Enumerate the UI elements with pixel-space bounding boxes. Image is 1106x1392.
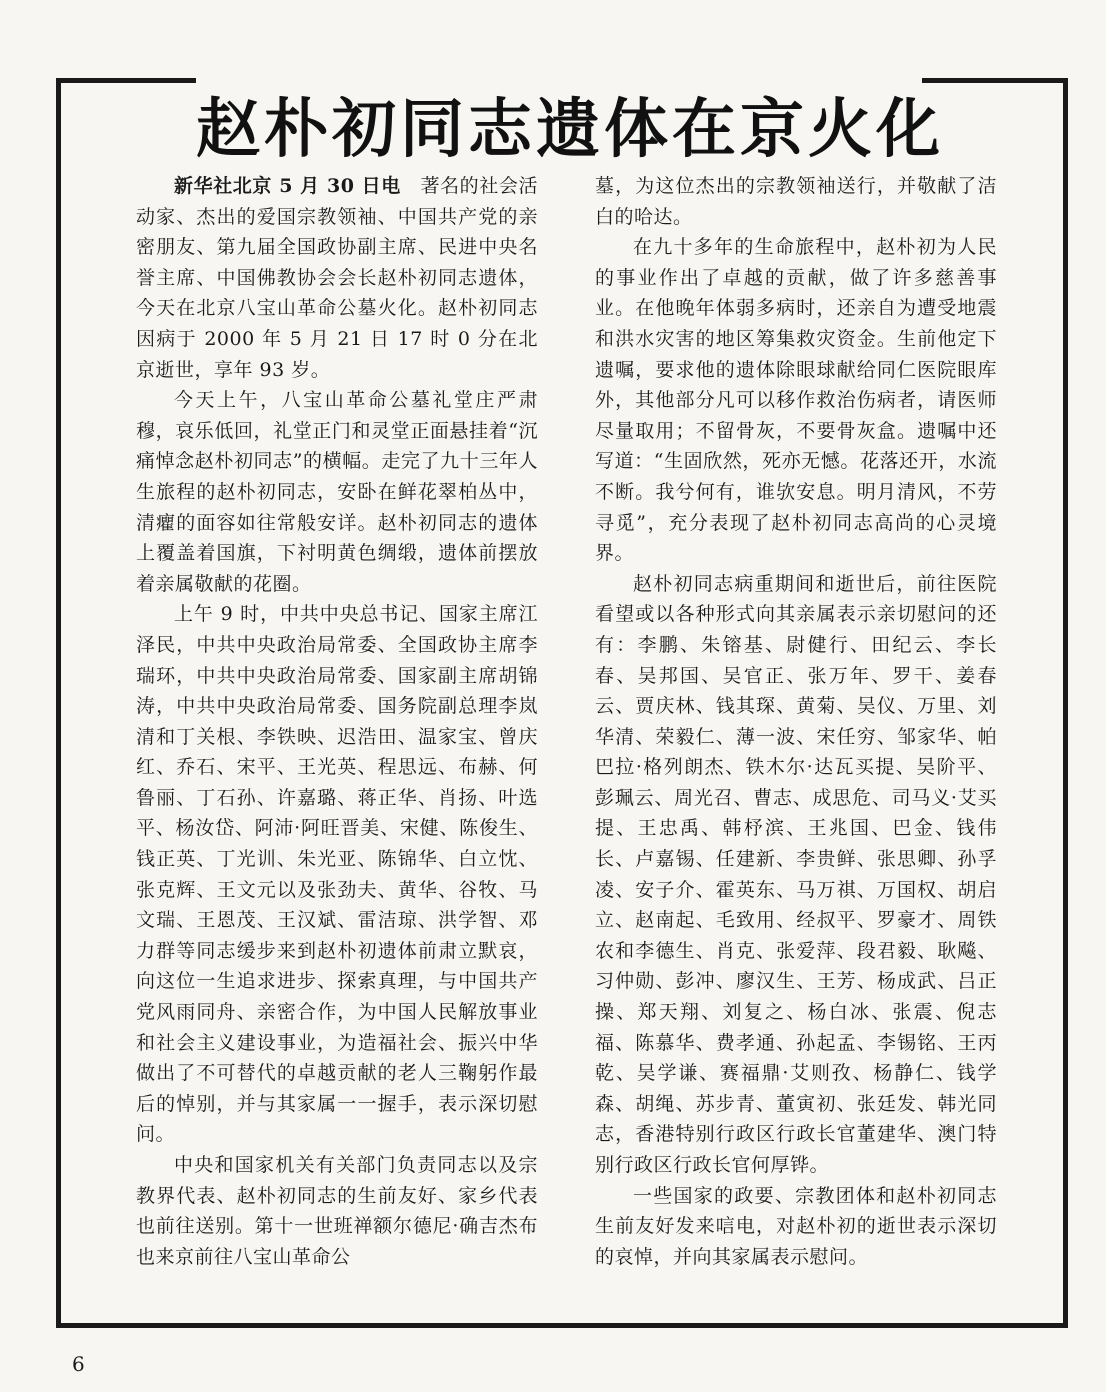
paragraph: 今天上午，八宝山革命公墓礼堂庄严肃穆，哀乐低回，礼堂正门和灵堂正面悬挂着“沉痛悼念赵朴初同志”的横幅。走完了九十三年人生旅程的赵朴初同志，安卧在鲜花翠柏丛中，清癯的面容如往常般安详。赵朴初同志的遗体上覆盖着国旗，下衬明黄色绸缎，遗体前摆放着亲属敬献的花圈。 (136, 389, 538, 595)
paragraph: 上午 9 时，中共中央总书记、国家主席江泽民，中共中央政治局常委、全国政协主席李瑞环，中共中央政治局常委、国家副主席胡锦涛，中共中央政治局常委、国务院副总理李岚清和丁关根、李铁映、迟浩田、温家宝、曾庆红、乔石、宋平、王光英、程思远、布赫、何鲁丽、丁石孙、许嘉璐、蒋正华、肖扬、叶选平、杨汝岱、阿沛·阿旺晋美、宋健、陈俊生、钱正英、丁光训、朱光亚、陈锦华、白立忱、张克辉、王文元以及张劲夫、黄华、谷牧、马文瑞、王恩茂、王汉斌、雷洁琼、洪学智、邓力群等同志缓步来到赵朴初遗体前肃立默哀，向这位一生追求进步、探索真理，与中国共产党风雨同舟、亲密合作，为中国人民解放事业和社会主义建设事业，为造福社会、振兴中华做出了不可替代的卓越贡献的老人三鞠躬作最后的悼别，并与其家属一一握手，表示深切慰问。 (136, 603, 538, 1146)
right-column (595, 171, 997, 1272)
paragraph: 中央和国家机关有关部门负责同志以及宗教界代表、赵朴初同志的生前友好、家乡代表也前往送别。第十一世班禅额尔德尼·确吉杰布也来京前往八宝山革命公 (136, 1154, 538, 1268)
paragraph: 赵朴初同志病重期间和逝世后，前往医院看望或以各种形式向其亲属表示亲切慰问的还有：李鹏、朱镕基、尉健行、田纪云、李长春、吴邦国、吴官正、张万年、罗干、姜春云、贾庆林、钱其琛、黄菊、吴仪、万里、刘华清、荣毅仁、薄一波、宋任穷、邹家华、帕巴拉·格列朗杰、铁木尔·达瓦买提、吴阶平、彭珮云、周光召、曹志、成思危、司马义·艾买提、王忠禹、韩杼滨、王兆国、巴金、钱伟长、卢嘉锡、任建新、李贵鲜、张思卿、孙孚凌、安子介、霍英东、马万祺、万国权、胡启立、赵南起、毛致用、经叔平、罗豪才、周铁农和李德生、肖克、张爱萍、段君毅、耿飚、习仲勋、彭冲、廖汉生、王芳、杨成武、吕正操、郑天翔、刘复之、杨白冰、张震、倪志福、陈慕华、费孝通、孙起孟、李锡铭、王丙乾、吴学谦、赛福鼎·艾则孜、杨静仁、钱学森、胡绳、苏步青、董寅初、张廷发、韩光同志，香港特别行政区行政长官董建华、澳门特别行政区行政长官何厚铧。 (595, 572, 997, 1176)
left-column (136, 171, 538, 1272)
border-top-right-rule (922, 78, 1068, 83)
paragraph: 一些国家的政要、宗教团体和赵朴初同志生前友好发来唁电，对赵朴初的逝世表示深切的哀悼，并向其家属表示慰问。 (595, 1184, 997, 1268)
paragraph-continued: 墓，为这位杰出的宗教领袖送行，并敬献了洁白的哈达。 (595, 175, 997, 228)
paragraph-text: 著名的社会活动家、杰出的爱国宗教领袖、中国共产党的亲密朋友、第九届全国政协副主席、民进中央名誉主席、中国佛教协会会长赵朴初同志遗体，今天在北京八宝山革命公墓火化。赵朴初同志因病于 2000 年 5 月 21 日 17 时 0 分在北京逝世，享年 93 岁。 (136, 175, 538, 381)
border-top-left-rule (56, 78, 196, 83)
page-number: 6 (72, 1352, 85, 1376)
article-headline: 赵朴初同志遗体在京火化 (196, 92, 944, 167)
paragraph (136, 171, 538, 385)
dateline: 新华社北京 5 月 30 日电 (174, 175, 401, 197)
paragraph: 在九十多年的生命旅程中，赵朴初为人民的事业作出了卓越的贡献，做了许多慈善事业。在他晚年体弱多病时，还亲自为遭受地震和洪水灾害的地区筹集救灾资金。生前他定下遗嘱，要求他的遗体除眼球献给同仁医院眼库外，其他部分凡可以移作救治伤病者，请医师尽量取用；不留骨灰，不要骨灰盒。遗嘱中还写道：“生固欣然，死亦无憾。花落还开，水流不断。我兮何有，谁欤安息。明月清风，不劳寻觅”，充分表现了赵朴初同志高尚的心灵境界。 (595, 236, 997, 565)
